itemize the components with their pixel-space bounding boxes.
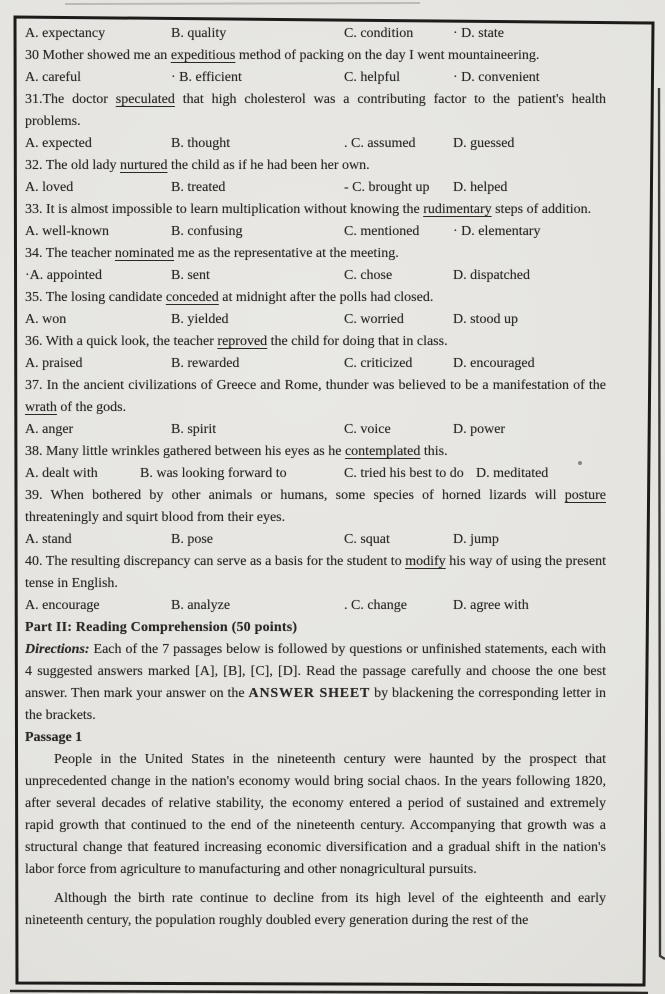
question-stem: 38. Many little wrinkles gathered between his eyes as he contemplated this.: [25, 444, 448, 459]
question-list: [25, 23, 606, 617]
option: . C. assumed: [344, 136, 416, 151]
option: A. expectancy: [25, 26, 106, 41]
passage-paragraph: Although the birth rate continue to decline from its high level of the eighteenth and early nineteenth century, the population roughly doubled every generation during the rest of the: [25, 891, 606, 928]
option: D. guessed: [453, 136, 515, 151]
answer-sheet-phrase: ANSWER SHEET: [248, 686, 371, 701]
option: D. meditated: [476, 466, 549, 481]
question-stem: 36. With a quick look, the teacher reproved the child for doing that in class.: [25, 334, 448, 349]
option: B. confusing: [171, 224, 243, 239]
option: ·A. appointed: [25, 268, 102, 283]
option: A. won: [25, 312, 67, 327]
option: D. stood up: [453, 312, 518, 327]
option: D. helped: [453, 180, 508, 195]
option: D. dispatched: [453, 268, 530, 283]
option: B. thought: [171, 136, 231, 151]
option-row: [25, 529, 606, 551]
passage1-heading: Passage 1: [25, 730, 83, 745]
option: A. praised: [25, 356, 83, 371]
option: B. analyze: [171, 598, 231, 613]
option-row: [25, 67, 606, 89]
question-stem: 33. It is almost impossible to learn multiplication without knowing the rudimentary steps of addition.: [25, 202, 592, 217]
option-row: [25, 265, 606, 287]
option-row: [25, 23, 606, 45]
option: A. dealt with: [25, 466, 98, 481]
question-stem: 40. The resulting discrepancy can serve as a basis for the student to modify his way of using the present tense in English.: [25, 554, 606, 591]
option: . C. change: [344, 598, 407, 613]
option: C. mentioned: [344, 224, 420, 239]
question-stem: 31.The doctor speculated that high cholesterol was a contributing factor to the patient's health problems.: [25, 92, 606, 129]
option: C. tried his best to do: [344, 466, 464, 481]
option: A. careful: [25, 70, 81, 85]
question-stem: 34. The teacher nominated me as the representative at the meeting.: [25, 246, 399, 261]
option: B. yielded: [171, 312, 229, 327]
question-stem: 35. The losing candidate conceded at midnight after the polls had closed.: [25, 290, 434, 305]
option: C. helpful: [344, 70, 400, 85]
option: B. rewarded: [171, 356, 240, 371]
option: A. anger: [25, 422, 74, 437]
option-row: [25, 133, 606, 155]
option: A. expected: [25, 136, 92, 151]
option: B. quality: [171, 26, 227, 41]
option: B. sent: [171, 268, 210, 283]
passage1-paragraphs: [25, 749, 606, 932]
option: C. chose: [344, 268, 393, 283]
option: · D. elementary: [453, 224, 541, 239]
option-row: [25, 595, 606, 617]
option-row: [25, 463, 606, 485]
option: B. pose: [171, 532, 213, 547]
option: A. well-known: [25, 224, 109, 239]
option: C. squat: [344, 532, 390, 547]
passage-paragraph: People in the United States in the nineteenth century were haunted by the prospect that unprecedented change in the nation's economy would bring social chaos. In the years following 1820, after several decades of relative stability, the economy entered a period of sustained and extremely rapid growth that continued to the end of the nineteenth century. Accompanying that growth was a structural change that featured increasing economic diversification and a gradual shift in the nation's labor force from agriculture to manufacturing and other nonagricultural pursuits.: [25, 752, 606, 877]
option: · D. convenient: [453, 70, 540, 85]
option: A. stand: [25, 532, 72, 547]
test-paper-content: [25, 23, 606, 932]
option: B. treated: [171, 180, 226, 195]
option: D. agree with: [453, 598, 529, 613]
option: D. power: [453, 422, 506, 437]
option-row: [25, 353, 606, 375]
option: C. voice: [344, 422, 391, 437]
option: B. was looking forward to: [140, 466, 287, 481]
option: - C. brought up: [344, 180, 430, 195]
option: · D. state: [453, 26, 504, 41]
option: A. encourage: [25, 598, 100, 613]
option: D. encouraged: [453, 356, 535, 371]
question-stem: 30 Mother showed me an expeditious method of packing on the day I went mountaineering.: [25, 48, 540, 63]
directions: Directions: Each of the 7 passages below is followed by questions or unfinished statements, each with 4 suggested answers marked [A], [B], [C], [D]. Read the passage carefully and choose the one best answer. Then mark your answer on the ANSWER SHEET by blackening the corresponding letter in the brackets.: [25, 642, 606, 723]
option: A. loved: [25, 180, 74, 195]
option-row: [25, 309, 606, 331]
question-stem: 32. The old lady nurtured the child as if he had been her own.: [25, 158, 370, 173]
option: C. worried: [344, 312, 404, 327]
option: · B. efficient: [171, 70, 242, 85]
part2-heading: Part II: Reading Comprehension (50 points): [25, 620, 298, 635]
option: D. jump: [453, 532, 499, 547]
option: C. condition: [344, 26, 414, 41]
option: B. spirit: [171, 422, 217, 437]
directions-label: Directions:: [25, 642, 90, 657]
option-row: [25, 177, 606, 199]
option: C. criticized: [344, 356, 413, 371]
option-row: [25, 221, 606, 243]
option-row: [25, 419, 606, 441]
question-stem: 37. In the ancient civilizations of Greece and Rome, thunder was believed to be a manifestation of the wrath of the gods.: [25, 378, 606, 415]
question-stem: 39. When bothered by other animals or humans, some species of horned lizards will posture threateningly and squirt blood from their eyes.: [25, 488, 606, 525]
